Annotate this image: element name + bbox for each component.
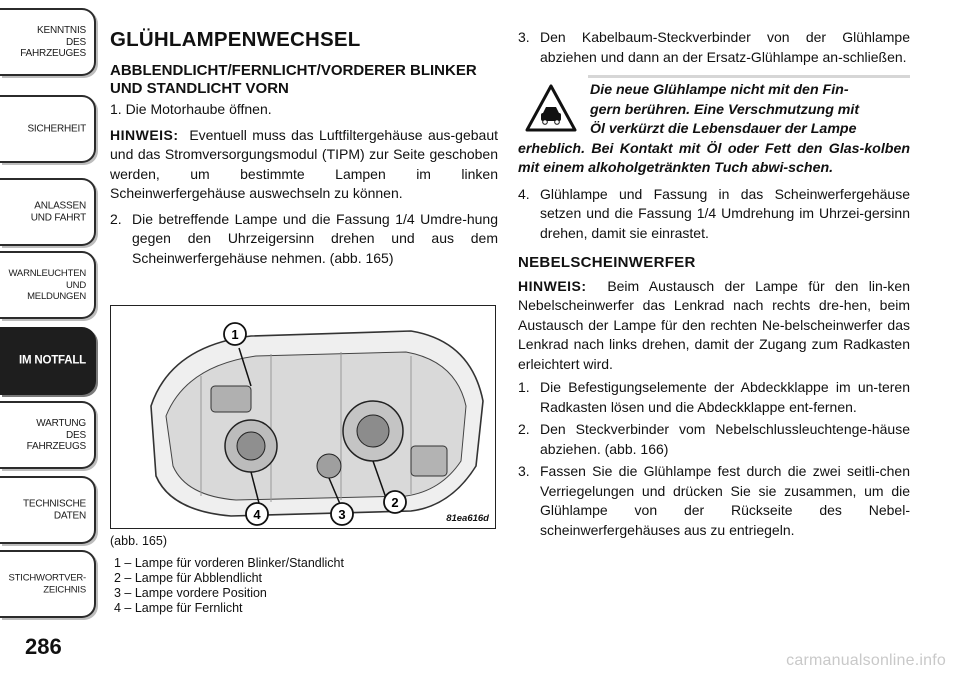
step-text: Die Befestigungselemente der Abdeckklappe im un-teren Radkasten lösen und die Abdeckklappe ent-fernen.: [540, 379, 910, 415]
tab-anlassen-und-fahrt[interactable]: [0, 178, 96, 246]
warning-line: erheblich. Bei Kontakt mit Öl oder Fett den Glas-kolben mit einem alkoholgetränkten Tuch abwi-schen.: [518, 140, 910, 176]
note-text: Eventuell muss das Luftfiltergehäuse aus-gebaut und das Stromversorgungsmodul (TIPM) zur Seite geschoben werden, um bestimmte Lampen im linken Scheinwerfergehäuse auswechseln zu können.: [110, 126, 498, 201]
callout-number: 4: [253, 507, 261, 522]
section-title: ABBLENDLICHT/FERNLICHT/VORDERER BLINKER UND STANDLICHT VORN: [110, 62, 477, 97]
callout-number: 3: [338, 507, 346, 522]
section-title-fog: NEBELSCHEINWERFER: [518, 254, 696, 271]
tab-stichwortverzeichnis[interactable]: [0, 550, 96, 618]
tab-label: IM NOTFALL: [19, 354, 86, 367]
fog-step-1: [518, 378, 910, 417]
right-column: [518, 28, 910, 540]
warning-box: [518, 75, 910, 179]
callout-1: [224, 323, 246, 345]
warning-rule: [588, 75, 910, 78]
tab-im-notfall[interactable]: [0, 327, 96, 395]
callout-3: [331, 503, 353, 525]
headlamp-illustration: [111, 306, 496, 529]
step-4: [518, 185, 910, 244]
note-label: HINWEIS:: [110, 126, 179, 143]
figure-caption: (abb. 165): [110, 534, 167, 548]
step-text: Fassen Sie die Glühlampe fest durch die zwei seitli-chen Verriegelungen und drücken Sie sie zusammen, um die Glühlampe von der Rückseite des Nebel-scheinwerfergehäuses aus zu entriegeln.: [540, 463, 910, 538]
step-number: 4.: [518, 185, 530, 202]
warning-line: Öl verkürzt die Lebensdauer der Lampe: [590, 121, 857, 137]
page-title: GLÜHLAMPENWECHSEL: [110, 28, 361, 51]
tab-label: KENNTNIS DES FAHRZEUGES: [20, 24, 86, 59]
callout-number: 2: [391, 495, 399, 510]
tab-label: SICHERHEIT: [27, 123, 86, 135]
step-2: [110, 210, 498, 269]
chapter-sidebar: [0, 0, 100, 678]
warning-triangle-icon: [524, 83, 578, 133]
legend-item: 4 – Lampe für Fernlicht: [114, 601, 243, 615]
headlamp-figure: [110, 305, 496, 529]
figure-legend: [114, 556, 344, 616]
step-number: 3.: [518, 29, 530, 45]
tab-label: STICHWORTVER- ZEICHNIS: [8, 572, 86, 595]
step-text: Den Steckverbinder vom Nebelschlussleuchtenge-häuse abziehen. (abb. 166): [540, 421, 910, 457]
legend-item: 1 – Lampe für vorderen Blinker/Standlicht: [114, 556, 344, 570]
step-text: Den Kabelbaum-Steckverbinder von der Glühlampe abziehen und dann an der Ersatz-Glühlampe an-schließen.: [540, 29, 910, 65]
step-number: 2.: [110, 210, 122, 227]
tab-kenntnis-des-fahrzeuges[interactable]: [0, 8, 96, 76]
step-3: [518, 28, 910, 67]
tab-label: TECHNISCHE DATEN: [22, 498, 86, 521]
fog-step-3: [518, 462, 910, 540]
note-label: HINWEIS:: [518, 277, 587, 294]
tab-sicherheit[interactable]: [0, 95, 96, 163]
callout-4: [246, 503, 268, 525]
step-number: 1.: [518, 379, 530, 395]
figure-code: 81ea616d: [446, 513, 489, 524]
step-number: 2.: [518, 421, 530, 437]
tab-warnleuchten-und-meldungen[interactable]: [0, 251, 96, 319]
warning-line: gern berühren. Eine Verschmutzung mit: [590, 101, 860, 118]
legend-item: 2 – Lampe für Abblendlicht: [114, 571, 263, 585]
callout-number: 1: [231, 327, 239, 342]
tab-label: WARTUNG DES FAHRZEUGS: [26, 417, 86, 452]
step-number: 3.: [518, 463, 530, 479]
page-number: 286: [25, 634, 62, 659]
note-paragraph: [110, 126, 498, 204]
tab-label: ANLASSEN UND FAHRT: [30, 200, 86, 223]
legend-item: 3 – Lampe vordere Position: [114, 586, 267, 600]
step-1: 1. Die Motorhaube öffnen.: [110, 101, 272, 117]
fog-step-2: [518, 420, 910, 459]
callout-2: [384, 491, 406, 513]
step-text: Glühlampe und Fassung in das Scheinwerfergehäuse setzen und die Fassung 1/4 Umdrehung im Uhrzei-gersinn drehen, damit sie einrastet.: [540, 185, 910, 241]
note-paragraph-2: [518, 277, 910, 375]
tab-wartung-des-fahrzeugs[interactable]: [0, 401, 96, 469]
watermark: carmanualsonline.info: [786, 652, 946, 669]
note-text: Beim Austausch der Lampe für den lin-ken Nebelscheinwerfer das Lenkrad nach rechts dre-hen, beim Austausch der Lampe für den rechten Ne-belscheinwerfer das Lenkrad nach links drehen, damit der Zugang zum Radkasten erleichtert wird.: [518, 277, 911, 372]
step-text: Die betreffende Lampe und die Fassung 1/4 Umdre-hung gegen den Uhrzeigersinn drehen und aus dem Scheinwerfergehäuse nehmen. (abb. 165): [132, 210, 498, 266]
warning-line: Die neue Glühlampe nicht mit den Fin-: [590, 82, 849, 98]
tab-label: WARNLEUCHTEN UND MELDUNGEN: [8, 267, 86, 302]
tab-technische-daten[interactable]: [0, 476, 96, 544]
left-column: [110, 28, 498, 268]
